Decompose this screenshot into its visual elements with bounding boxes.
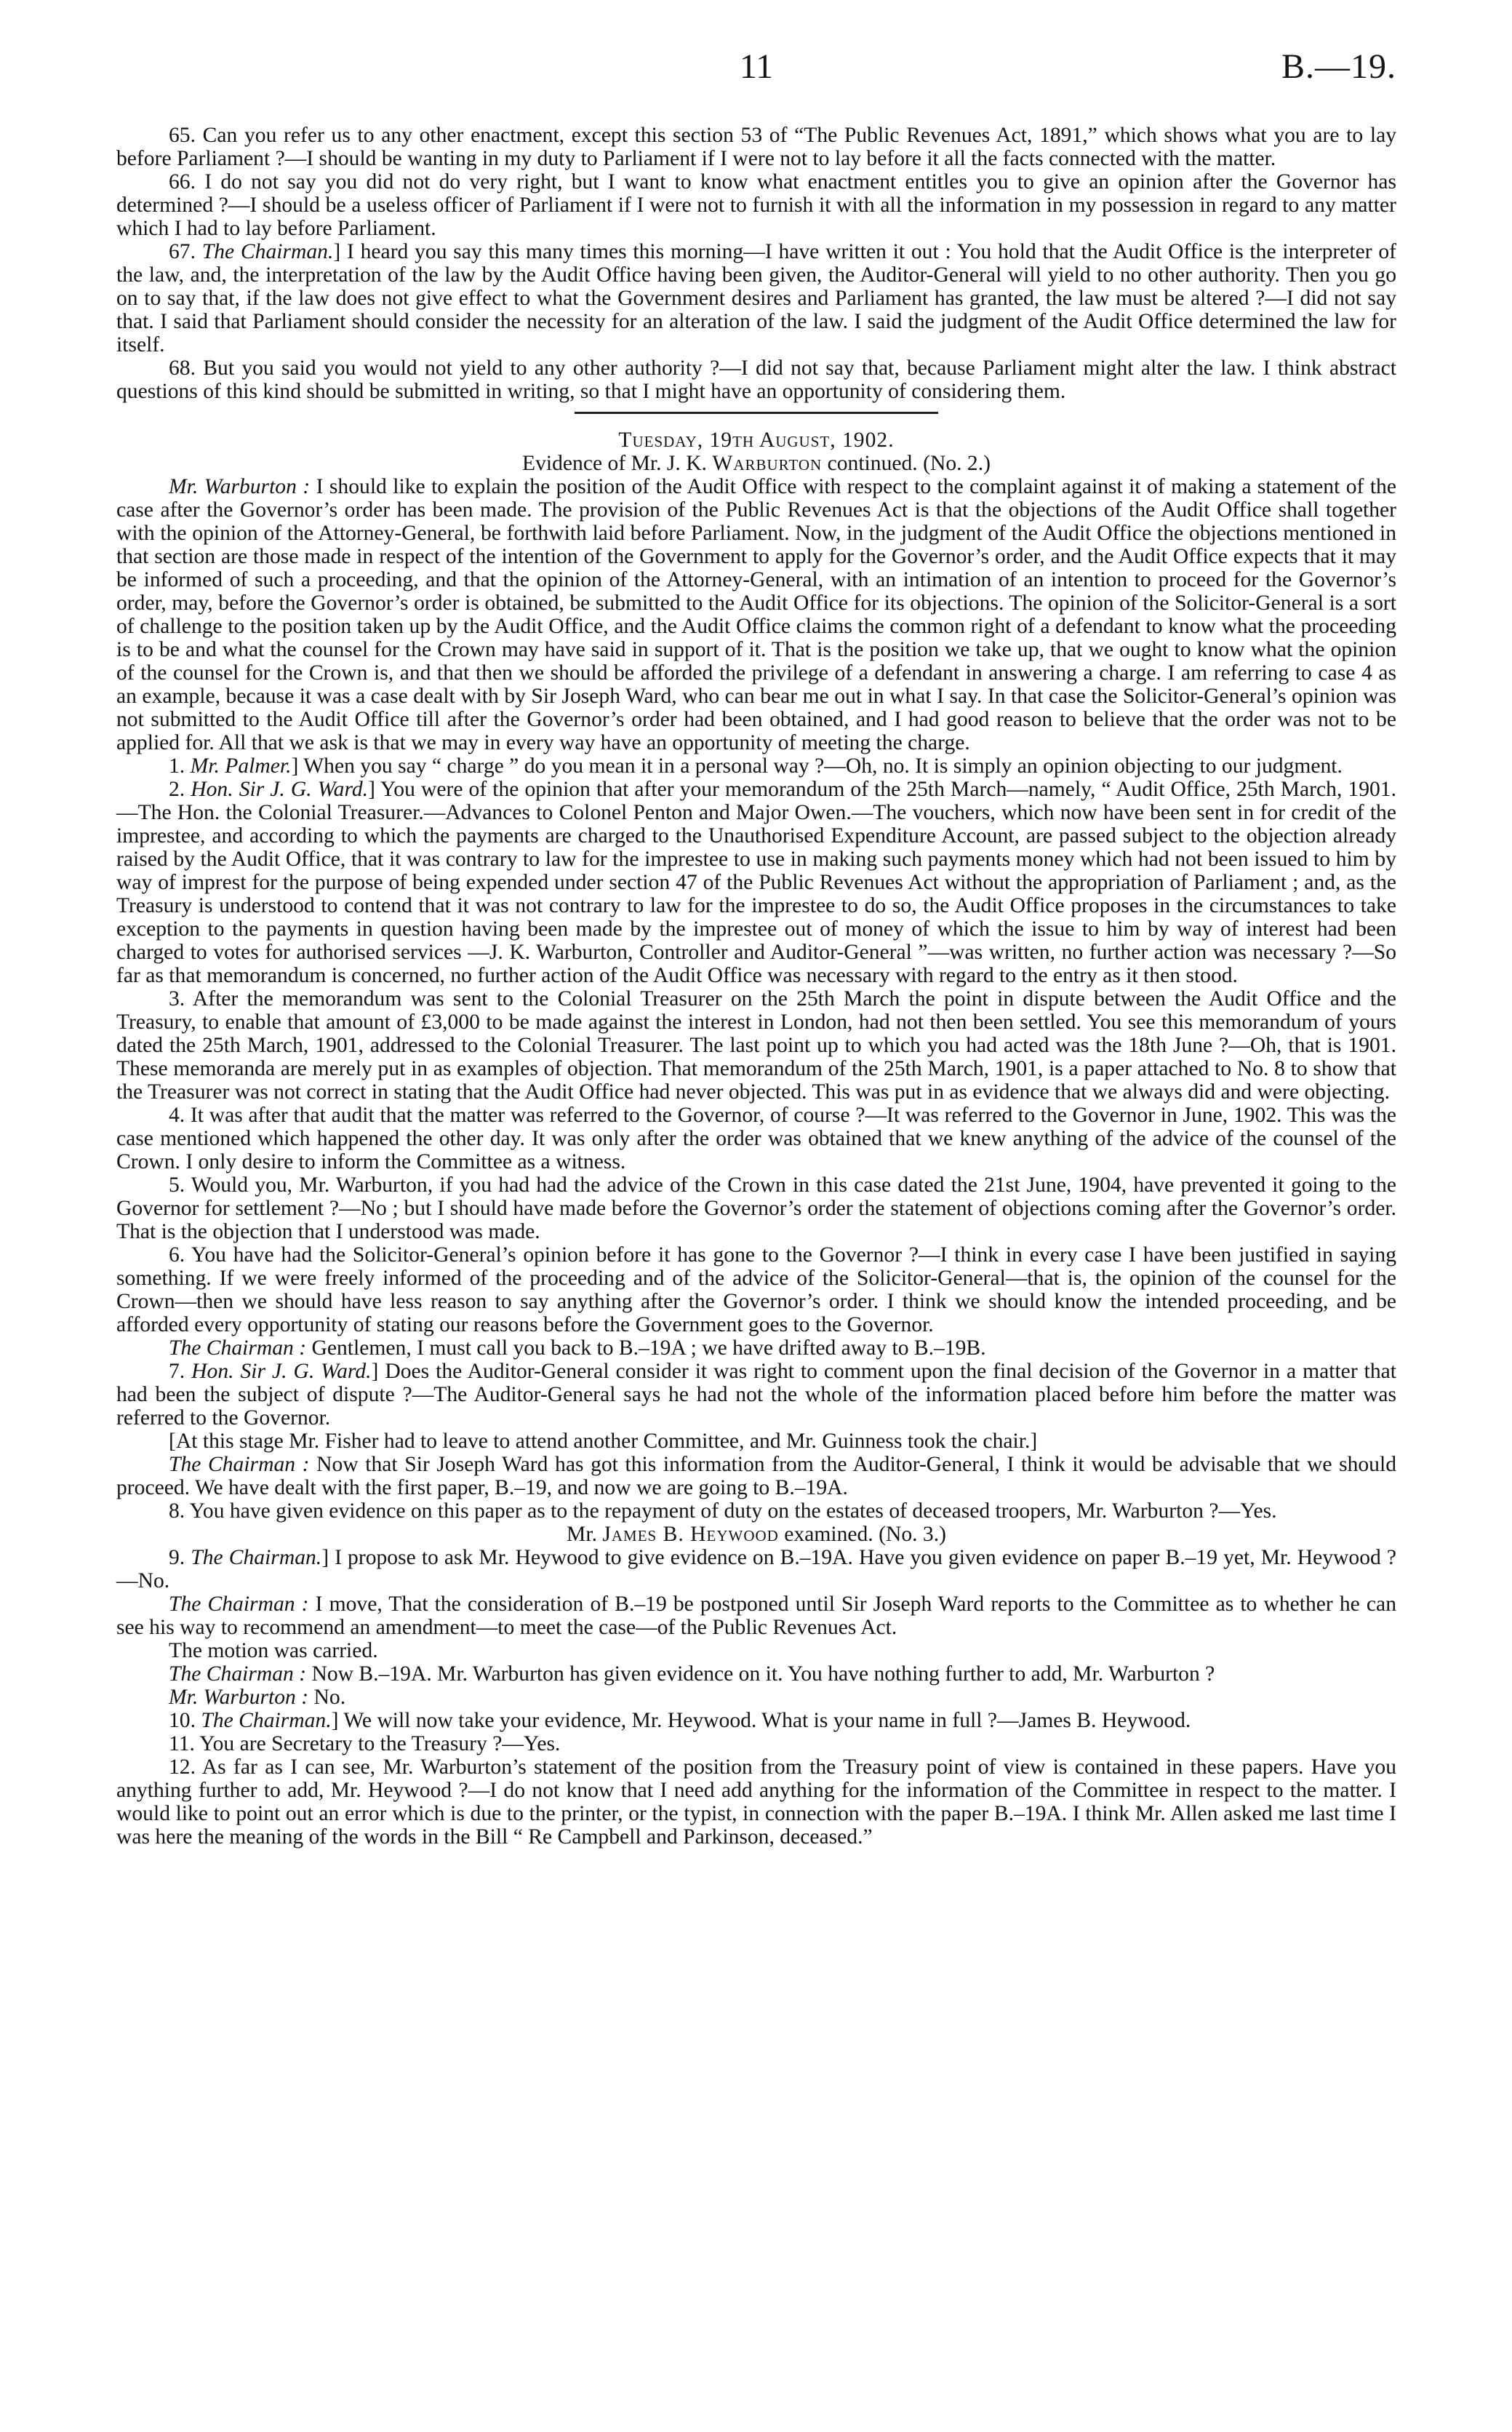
paragraph-text: Now B.–19A. Mr. Warburton has given evidence on it. You have nothing further to add, Mr. Warburton ? — [306, 1662, 1215, 1686]
testimony-paragraph — [116, 1243, 1396, 1336]
paragraph-text: The motion was carried. — [169, 1639, 378, 1662]
question-number: 9. — [169, 1546, 191, 1569]
testimony-paragraph — [116, 1709, 1396, 1732]
speaker-name: The Chairman : — [169, 1453, 310, 1476]
testimony-paragraph — [116, 170, 1396, 240]
paragraph-text: No. — [308, 1686, 346, 1709]
testimony-paragraph — [116, 1755, 1396, 1849]
paragraph-text: 4. It was after that audit that the matter was referred to the Governor, of course ?—It was referred to the Governor in June, 1902. This was the case mentioned which happened the other day. It was only after the order was obtained that we knew anything of the advice of the counsel of the Crown. I only desire to inform the Committee as a witness. — [116, 1104, 1396, 1173]
speaker-name: The Chairman : — [169, 1336, 307, 1360]
testimony-paragraph — [116, 1453, 1396, 1499]
paragraph-text: ] I propose to ask Mr. Heywood to give evidence on B.–19A. Have you given evidence on paper B.–19 yet, Mr. Heywood ?—No. — [116, 1546, 1396, 1592]
witness-name: James B. Heywood — [602, 1523, 779, 1546]
evidence-heading — [116, 452, 1396, 475]
evidence-heading-prefix: Mr. — [567, 1523, 603, 1546]
question-number: 10. — [169, 1709, 201, 1732]
question-number: 7. — [169, 1360, 192, 1383]
paragraph-text: 11. You are Secretary to the Treasury ?—Yes. — [169, 1732, 561, 1755]
section-rule — [575, 412, 938, 414]
section-date-heading — [116, 428, 1396, 452]
testimony-paragraph — [116, 1732, 1396, 1755]
testimony-paragraph — [116, 987, 1396, 1104]
paragraph-text: 66. I do not say you did not do very right, but I want to know what enactment entitles you to give an opinion after the Governor has determined ?—I should be a useless officer of Parliament if I were not to furnish it with all the information in my possession in regard to any matter which I had to lay before Parliament. — [116, 170, 1396, 240]
page-number: 11 — [739, 47, 774, 86]
paragraph-text: ] Does the Auditor-General consider it was right to comment upon the final decision of the Governor in a matter that had been the subject of dispute ?—The Auditor-General says he had not the whole of the information placed before him before the matter was referred to the Governor. — [116, 1360, 1396, 1430]
speaker-name: Hon. Sir J. G. Ward. — [191, 778, 369, 801]
testimony-paragraph — [116, 124, 1396, 170]
testimony-paragraph — [116, 240, 1396, 356]
speaker-name: The Chairman. — [191, 1546, 322, 1569]
paragraph-text: ] You were of the opinion that after your memorandum of the 25th March—namely, “ Audit Office, 25th March, 1901.—The Hon. the Colonial Treasurer.—Advances to Colonel Penton and Major Owen.—The vouchers, which now have been sent in for credit of the imprestee, and according to which the payments are charged to the Unauthorised Expenditure Account, are passed subject to the objection already raised by the Audit Office, that it was contrary to law for the imprestee to use in making such payments money which had not been issued to him by way of imprest for the purpose of being expended under section 47 of the Public Revenues Act without the appropriation of Parliament ; and, as the Treasury is understood to contend that it was not contrary to law for the imprestee to do so, the Audit Office proposes in the circumstances to take exception to the payments in question having been made by the imprestee out of money of which the issue to him by way of interest had been charged to votes for authorised services —J. K. Warburton, Controller and Auditor-General ”—was written, no further action was necessary ?—So far as that memorandum is concerned, no further action of the Audit Office was necessary with regard to the entry as it then stood. — [116, 778, 1396, 987]
testimony-paragraph — [116, 356, 1396, 403]
paragraph-text: I move, That the consideration of B.–19 be postponed until Sir Joseph Ward reports to the Committee as to whether he can see his way to recommend an amendment—to meet the case—of the Public Revenues Act. — [116, 1592, 1396, 1639]
document-page — [116, 0, 1396, 2432]
evidence-heading-suffix: examined. (No. 3.) — [778, 1523, 946, 1546]
testimony-paragraph — [116, 1336, 1396, 1360]
testimony-paragraph — [116, 1639, 1396, 1662]
paragraph-text: ] We will now take your evidence, Mr. Heywood. What is your name in full ?—James B. Heywood. — [331, 1709, 1191, 1732]
speaker-name: The Chairman. — [201, 1709, 332, 1732]
document-body — [116, 124, 1396, 1849]
evidence-heading — [116, 1523, 1396, 1546]
paragraph-text: Gentlemen, I must call you back to B.–19A ; we have drifted away to B.–19B. — [306, 1336, 986, 1360]
testimony-paragraph — [116, 1686, 1396, 1709]
paragraph-text: 6. You have had the Solicitor-General’s opinion before it has gone to the Governor ?—I think in every case I have been justified in saying something. If we were freely informed of the proceeding and of the advice of the Solicitor-General—that is, the opinion of the counsel for the Crown—then we should have less reason to say anything after the Governor’s order. I think we should know the intended proceeding, and be afforded every opportunity of stating our reasons before the Government goes to the Governor. — [116, 1243, 1396, 1336]
paragraph-text: Now that Sir Joseph Ward has got this information from the Auditor-General, I think it would be advisable that we should proceed. We have dealt with the first paper, B.–19, and now we are going to B.–19A. — [116, 1453, 1396, 1499]
paragraph-text: 12. As far as I can see, Mr. Warburton’s statement of the position from the Treasury point of view is contained in these papers. Have you anything further to add, Mr. Heywood ?—I do not know that I need add anything for the information of the Committee in respect to the matter. I would like to point out an error which is due to the printer, or the typist, in connection with the paper B.–19A. I think Mr. Allen asked me last time I was here the meaning of the words in the Bill “ Re Campbell and Parkinson, deceased.” — [116, 1755, 1396, 1849]
testimony-paragraph — [116, 1173, 1396, 1243]
speaker-name: The Chairman. — [201, 240, 334, 263]
testimony-paragraph — [116, 1104, 1396, 1173]
speaker-name: The Chairman : — [169, 1592, 309, 1616]
question-number: 2. — [169, 778, 191, 801]
paragraph-text: [At this stage Mr. Fisher had to leave to attend another Committee, and Mr. Guinness took the chair.] — [169, 1430, 1038, 1453]
testimony-paragraph — [116, 1546, 1396, 1592]
paragraph-text: I should like to explain the position of the Audit Office with respect to the complaint against it of making a statement of the case after the Governor’s order has been made. The provision of the Public Revenues Act is that the objections of the Audit Office shall together with the opinion of the Attorney-General, be forthwith laid before Parliament. Now, in the judgment of the Audit Office the objections mentioned in that section are those made in respect of the intention of the Government to apply for the Governor’s order, and the Audit Office expects that it may be informed of such a proceeding, and that the opinion of the Attorney-General, with an intimation of an intention to proceed for the Governor’s order, may, before the Governor’s order is obtained, be submitted to the Audit Office for its objections. The opinion of the Solicitor-General is a sort of challenge to the position taken up by the Audit Office, and the Audit Office claims the common right of a defendant to know what the proceeding is to be and what the counsel for the Crown may have said in support of it. That is the position we take up, that we ought to know what the opinion of the counsel for the Crown is, and that then we should be afforded the privilege of a defendant in answering a charge. I am referring to case 4 as an example, because it was a case dealt with by Sir Joseph Ward, who can bear me out in what I say. In that case the Solicitor-General’s opinion was not submitted to the Audit Office till after the Governor’s order had been obtained, and I had good reason to believe that the order was not to be applied for. All that we ask is that we may in every way have an opportunity of meeting the charge. — [116, 475, 1396, 754]
speaker-name: Hon. Sir J. G. Ward. — [191, 1360, 372, 1383]
running-header — [116, 45, 1396, 89]
paragraph-text: 8. You have given evidence on this paper as to the repayment of duty on the estates of deceased troopers, Mr. Warburton ?—Yes. — [169, 1499, 1277, 1523]
testimony-paragraph — [116, 778, 1396, 987]
paragraph-text: ] When you say “ charge ” do you mean it in a personal way ?—Oh, no. It is simply an opinion objecting to our judgment. — [291, 754, 1343, 778]
evidence-heading-prefix: Evidence of Mr. J. K. — [522, 452, 713, 475]
testimony-paragraph — [116, 1360, 1396, 1430]
question-number: 1. — [169, 754, 191, 778]
testimony-paragraph — [116, 475, 1396, 754]
testimony-paragraph — [116, 754, 1396, 778]
speaker-name: Mr. Warburton : — [169, 1686, 309, 1709]
witness-name: Warburton — [712, 452, 823, 475]
paragraph-text: 5. Would you, Mr. Warburton, if you had had the advice of the Crown in this case dated the 21st June, 1904, have prevented it going to the Governor for settlement ?—No ; but I should have made before the Governor’s order the statement of objections coming after the Governor’s order. That is the objection that I understood was made. — [116, 1173, 1396, 1243]
evidence-heading-suffix: continued. (No. 2.) — [822, 452, 991, 475]
paragraph-text: 65. Can you refer us to any other enactment, except this section 53 of “The Public Revenues Act, 1891,” which shows what you are to lay before Parliament ?—I should be wanting in my duty to Parliament if I were not to lay before it all the facts connected with the matter. — [116, 124, 1396, 170]
speaker-name: The Chairman : — [169, 1662, 307, 1686]
speaker-name: Mr. Palmer. — [190, 754, 292, 778]
document-reference: B.—19. — [1281, 47, 1396, 86]
testimony-paragraph — [116, 1499, 1396, 1523]
date-heading-text: Tuesday, 19th August, 1902. — [618, 428, 895, 452]
question-number: 67. — [169, 240, 202, 263]
speaker-name: Mr. Warburton : — [169, 475, 311, 498]
testimony-paragraph — [116, 1662, 1396, 1686]
paragraph-text: ] I heard you say this many times this morning—I have written it out : You hold that the Audit Office is the interpreter of the law, and, the interpretation of the law by the Audit Office having been given, the Auditor-General will yield to no other authority. Then you go on to say that, if the law does not give effect to what the Government desires and Parliament has granted, the law must be altered ?—I did not say that. I said that Parliament should consider the necessity for an alteration of the law. I said the judgment of the Audit Office determined the law for itself. — [116, 240, 1397, 356]
paragraph-text: 3. After the memorandum was sent to the Colonial Treasurer on the 25th March the point in dispute between the Audit Office and the Treasury, to enable that amount of £3,000 to be made against the interest in London, had not then been settled. You see this memorandum of yours dated the 25th March, 1901, addressed to the Colonial Treasurer. The last point up to which you had acted was the 18th June ?—Oh, that is 1901. These memoranda are merely put in as examples of objection. That memorandum of the 25th March, 1901, is a paper attached to No. 8 to show that the Treasurer was not correct in stating that the Audit Office had never objected. This was put in as evidence that we always did and were objecting. — [116, 987, 1396, 1104]
testimony-paragraph — [116, 1430, 1396, 1453]
paragraph-text: 68. But you said you would not yield to any other authority ?—I did not say that, because Parliament might alter the law. I think abstract questions of this kind should be submitted in writing, so that I might have an opportunity of considering them. — [116, 356, 1396, 403]
testimony-paragraph — [116, 1592, 1396, 1639]
